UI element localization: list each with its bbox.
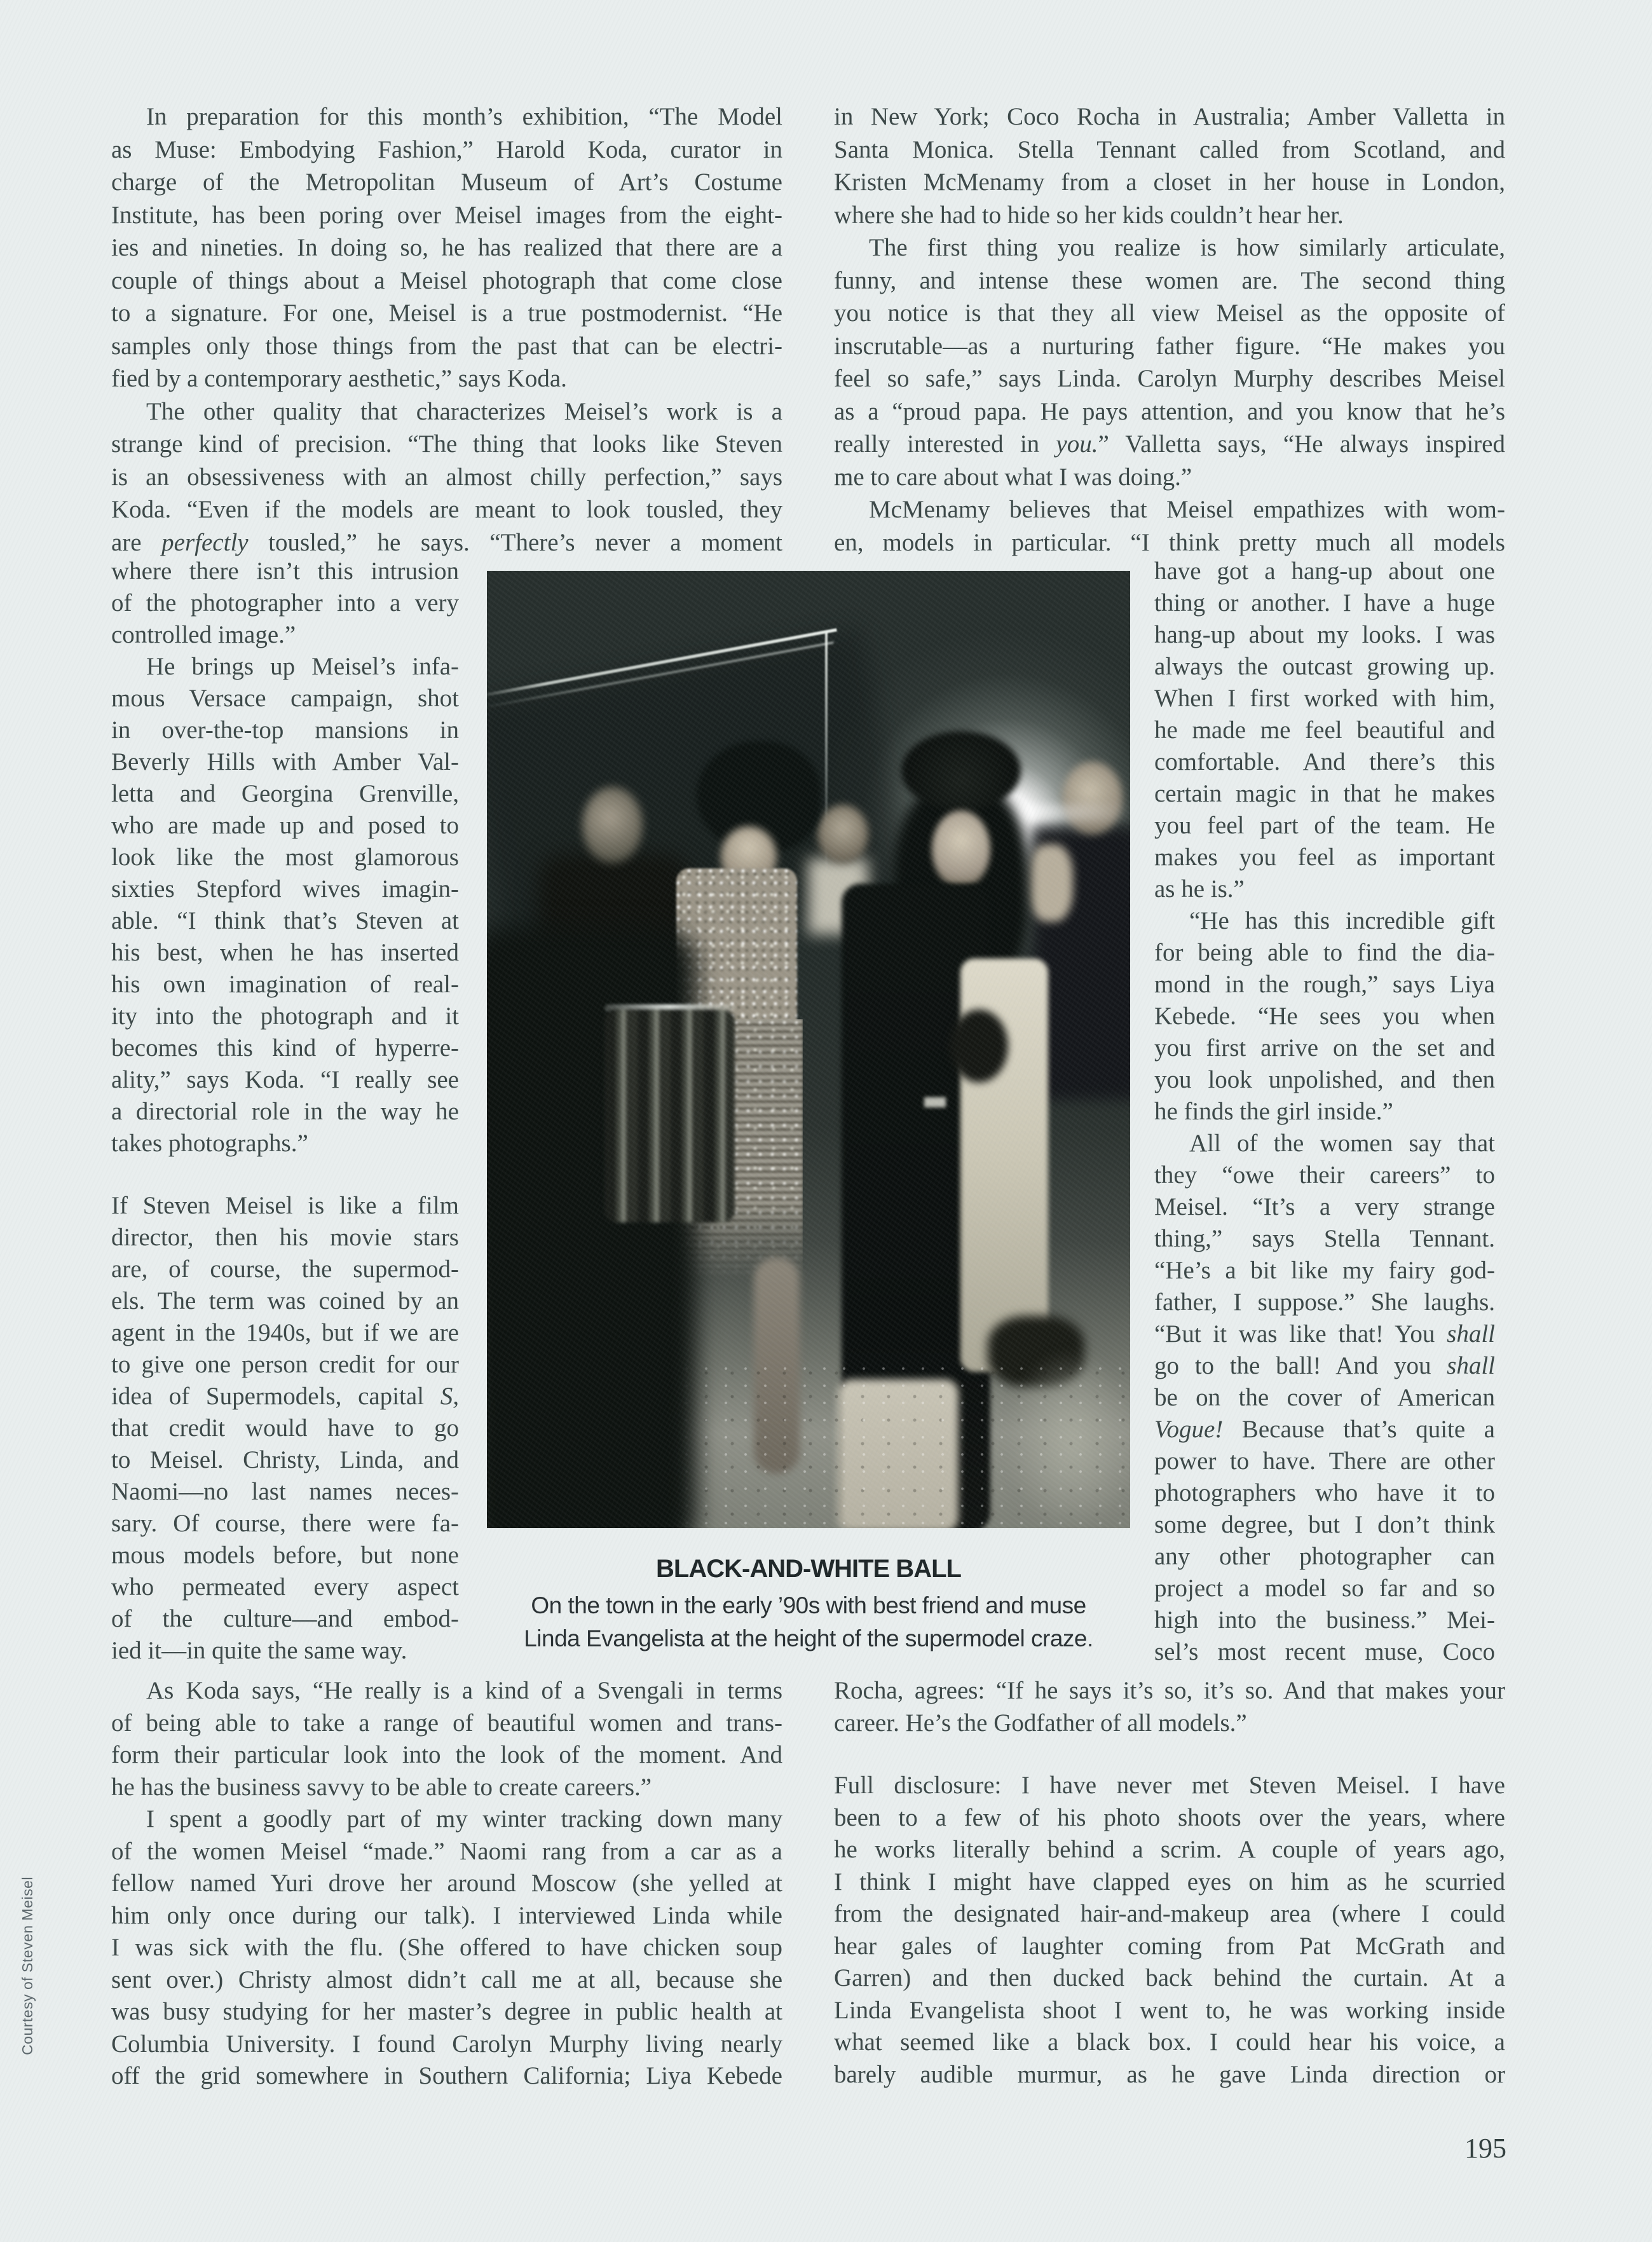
text-line: couple of things about a Meisel photograph that come close	[111, 266, 782, 294]
text-line: All of the women say that	[1189, 1130, 1495, 1157]
text-line: you feel part of the team. He	[1154, 812, 1495, 839]
photo-camera-lens	[604, 1009, 735, 1222]
text-line: feel so safe,” says Linda. Carolyn Murphy describes Meisel	[834, 365, 1505, 392]
photo-linda-hair	[697, 741, 821, 852]
photo-meisel-jacket	[842, 884, 990, 1528]
photo-belt-buckle	[924, 1097, 946, 1107]
text-line: sent over.) Christy almost didn’t call me at all, because she	[111, 1965, 782, 1993]
photo-hand-on-hip	[950, 1009, 1008, 1083]
text-line: of the photographer into a very	[111, 589, 459, 617]
text-line: of the women Meisel “made.” Naomi rang from a car as a	[111, 1837, 782, 1865]
photo-bystander-shirt	[808, 858, 868, 934]
text-line: comfortable. And there’s this	[1154, 748, 1495, 776]
right-column-bottom	[834, 1675, 1505, 2091]
text-line: mous Versace campaign, shot	[111, 685, 459, 712]
text-line: As Koda says, “He really is a kind of a Svengali in terms	[146, 1677, 782, 1704]
text-line: I was sick with the flu. (She offered to have chicken soup	[111, 1934, 782, 1961]
text-line: as he is.”	[1154, 875, 1245, 903]
text-line: mond in the rough,” says Liya	[1154, 971, 1495, 998]
text-line: idea of Supermodels, capital S,	[111, 1383, 459, 1410]
text-line: to Meisel. Christy, Linda, and	[111, 1446, 459, 1473]
text-line: fied by a contemporary aesthetic,” says Koda.	[111, 365, 567, 392]
text-line: The first thing you realize is how similarly articulate,	[869, 234, 1505, 261]
text-line: for being able to find the dia-	[1154, 939, 1495, 966]
text-line: hang-up about my looks. I was	[1154, 621, 1495, 648]
text-line: any other photographer can	[1154, 1543, 1495, 1570]
text-line: Kebede. “He sees you when	[1154, 1002, 1495, 1030]
text-line: director, then his movie stars	[111, 1224, 459, 1251]
left-column-top	[111, 100, 782, 559]
text-line: career. He’s the Godfather of all models.”	[834, 1709, 1247, 1737]
text-line: who are made up and posed to	[111, 812, 459, 839]
text-line: He brings up Meisel’s infa-	[146, 653, 459, 680]
text-line: Vogue! Because that’s quite a	[1154, 1416, 1495, 1443]
right-column-top	[834, 100, 1505, 559]
caption-title: BLACK-AND-WHITE BALL	[656, 1555, 961, 1583]
text-line: strange kind of precision. “The thing that looks like Steven	[111, 430, 782, 458]
text-line: what seemed like a black box. I could hear his voice, a	[834, 2028, 1505, 2056]
text-line: he finds the girl inside.”	[1154, 1098, 1393, 1125]
text-line: When I first worked with him,	[1154, 685, 1495, 712]
text-line: Naomi—no last names neces-	[111, 1478, 459, 1505]
text-line: takes photographs.”	[111, 1130, 308, 1157]
text-line: always the outcast growing up.	[1154, 653, 1495, 680]
left-column-narrow	[111, 556, 459, 1667]
text-line: are, of course, the supermod-	[111, 1255, 459, 1283]
photo-paparazzo-right-hand	[1028, 844, 1073, 922]
text-line: are perfectly tousled,” he says. “There’s never a moment	[111, 528, 782, 556]
text-line: go to the ball! And you shall	[1154, 1352, 1495, 1379]
photo-foreground-shadow	[487, 927, 697, 1528]
text-line: en, models in particular. “I think pretty much all models	[834, 528, 1505, 556]
text-line: been to a few of his photo shoots over the years, where	[834, 1803, 1505, 1831]
text-line: some degree, but I don’t think	[1154, 1511, 1495, 1538]
text-line: Linda Evangelista shoot I went to, he was working inside	[834, 1996, 1505, 2024]
text-line: barely audible murmur, as he gave Linda direction or	[834, 2060, 1505, 2088]
page-number: 195	[1464, 2133, 1506, 2164]
text-line: they “owe their careers” to	[1154, 1161, 1495, 1189]
text-line: “But it was like that! You shall	[1154, 1320, 1495, 1348]
text-line: off the grid somewhere in Southern California; Liya Kebede	[111, 2062, 782, 2089]
text-line: a directorial role in the way he	[111, 1098, 459, 1125]
photo-flash-streak	[976, 805, 1130, 821]
text-line: high into the business.” Mei-	[1154, 1606, 1495, 1634]
paragraph-gap	[834, 1739, 1505, 1770]
text-line: els. The term was coined by an	[111, 1287, 459, 1315]
text-line: in New York; Coco Rocha in Australia; Amber Valletta in	[834, 103, 1505, 130]
photo-linda-leg	[754, 1257, 800, 1473]
text-line: agent in the 1940s, but if we are	[111, 1319, 459, 1346]
text-line: controlled image.”	[111, 621, 296, 648]
photo-paparazzo-left-head	[582, 787, 643, 863]
left-column-bottom	[111, 1675, 782, 2093]
text-line: The other quality that characterizes Meisel’s work is a	[146, 397, 782, 425]
text-line: really interested in you.” Valletta says, “He always inspired	[834, 430, 1505, 458]
text-line: project a model so far and so	[1154, 1575, 1495, 1602]
text-line: be on the cover of American	[1154, 1384, 1495, 1411]
photo-paparazzo-right-body	[1032, 826, 1130, 1100]
text-line: Beverly Hills with Amber Val-	[111, 748, 459, 776]
text-line: who permeated every aspect	[111, 1573, 459, 1601]
text-line: you look unpolished, and then	[1154, 1066, 1495, 1093]
text-line: McMenamy believes that Meisel empathizes with wom-	[869, 496, 1505, 523]
photo-bystander-face	[817, 805, 868, 863]
text-line: Meisel. “It’s a very strange	[1154, 1193, 1495, 1220]
photo-meisel-hair	[894, 781, 1028, 997]
text-line: mous models before, but none	[111, 1541, 459, 1569]
text-line: sary. Of course, there were fa-	[111, 1510, 459, 1537]
photo-sequin-dress-top	[676, 868, 797, 1030]
photo-camera-lens-rim	[604, 1004, 735, 1012]
text-line: letta and Georgina Grenville,	[111, 780, 459, 807]
photo-scrim-vertical	[825, 632, 828, 905]
text-line: I think I might have clapped eyes on him as he scurried	[834, 1868, 1505, 1896]
text-line: Koda. “Even if the models are meant to look tousled, they	[111, 496, 782, 523]
text-line: certain magic in that he makes	[1154, 780, 1495, 807]
text-line: was busy studying for her master’s degree in public health at	[111, 1998, 782, 2025]
text-line: Kristen McMenamy from a closet in her house in London,	[834, 168, 1505, 196]
text-line: Full disclosure: I have never met Steven Meisel. I have	[834, 1772, 1505, 1799]
photo-paparazzo-left-body	[538, 854, 690, 1057]
text-line: Santa Monica. Stella Tennant called from Scotland, and	[834, 135, 1505, 163]
text-line: him only once during our talk). I interviewed Linda while	[111, 1901, 782, 1929]
photo-khaki-pants	[960, 959, 1048, 1372]
text-line: makes you feel as important	[1154, 844, 1495, 871]
photo-panel-shade	[487, 627, 911, 969]
text-line: where she had to hide so her kids couldn’t hear her.	[834, 201, 1344, 229]
text-line: I spent a goodly part of my winter tracking down many	[146, 1805, 782, 1833]
text-line: If Steven Meisel is like a film	[111, 1192, 459, 1219]
photo-caption	[487, 1554, 1130, 1655]
text-line: is an obsessiveness with an almost chilly perfection,” says	[111, 463, 782, 491]
text-line: as Muse: Embodying Fashion,” Harold Koda, curator in	[111, 135, 782, 163]
text-line: In preparation for this month’s exhibition, “The Model	[146, 103, 782, 130]
photo-paparazzo-right-face	[1062, 762, 1123, 835]
text-line: ies and nineties. In doing so, he has realized that there are a	[111, 234, 782, 261]
text-line: thing,” says Stella Tennant.	[1154, 1225, 1495, 1252]
text-line: funny, and intense these women are. The second thing	[834, 266, 1505, 294]
photo-meisel-face	[932, 810, 990, 888]
photo-scrim-edge	[487, 628, 837, 699]
text-line: thing or another. I have a huge	[1154, 589, 1495, 617]
text-line: that credit would have to go	[111, 1414, 459, 1442]
text-line: ality,” says Koda. “I really see	[111, 1066, 459, 1093]
text-line: in over-the-top mansions in	[111, 716, 459, 744]
text-line: as a “proud papa. He pays attention, and you know that he’s	[834, 397, 1505, 425]
text-line: fellow named Yuri drove her around Moscow (she yelled at	[111, 1869, 782, 1897]
text-line: he works literally behind a scrim. A couple of years ago,	[834, 1836, 1505, 1863]
text-line: of the culture—and embod-	[111, 1605, 459, 1632]
text-line: from the designated hair-and-makeup area (where I could	[834, 1900, 1505, 1927]
caption-lines	[487, 1589, 1130, 1655]
text-line: to give one person credit for our	[111, 1351, 459, 1378]
text-line: “He has this incredible gift	[1189, 907, 1495, 934]
text-line: Garren) and then ducked back behind the curtain. At a	[834, 1964, 1505, 1992]
text-line: have got a hang-up about one	[1154, 557, 1495, 585]
text-line: Columbia University. I found Carolyn Murphy living nearly	[111, 2030, 782, 2058]
photo-floor-glow	[1005, 1350, 1130, 1528]
text-line: to a signature. For one, Meisel is a true postmodernist. “He	[111, 299, 782, 327]
photo-sequin-dress-fringe	[672, 1019, 803, 1280]
photo-floor-speckle	[487, 1365, 1130, 1528]
photo-shoe	[988, 1316, 1084, 1387]
text-line: ied it—in quite the same way.	[111, 1637, 407, 1664]
text-line: me to care about what I was doing.”	[834, 463, 1192, 491]
text-line: you first arrive on the set and	[1154, 1034, 1495, 1062]
text-line: becomes this kind of hyperre-	[111, 1034, 459, 1062]
paragraph-gap	[111, 1159, 459, 1190]
photo-meisel-fur-hat	[901, 731, 1021, 810]
caption-line: On the town in the early ’90s with best friend and muse	[531, 1592, 1086, 1618]
photo-credit: Courtesy of Steven Meisel	[19, 1876, 36, 2055]
text-line: able. “I think that’s Steven at	[111, 907, 459, 934]
photo-linda-face	[721, 826, 777, 887]
text-line: father, I suppose.” She laughs.	[1154, 1288, 1495, 1316]
text-line: samples only those things from the past that can be electri-	[111, 332, 782, 360]
text-line: look like the most glamorous	[111, 844, 459, 871]
text-line: he has the business savvy to be able to create careers.”	[111, 1773, 652, 1801]
photo-jeans-bottom	[838, 1379, 959, 1528]
text-line: ity into the photograph and it	[111, 1002, 459, 1030]
text-line: Institute, has been poring over Meisel images from the eight-	[111, 201, 782, 229]
text-line: you notice is that they all view Meisel as the opposite of	[834, 299, 1505, 327]
photo-scrim-edge-2	[487, 641, 834, 710]
text-line: his best, when he has inserted	[111, 939, 459, 966]
text-line: inscrutable—as a nurturing father figure. “He makes you	[834, 332, 1505, 360]
text-line: form their particular look into the look of the moment. And	[111, 1741, 782, 1768]
text-line: photographers who have it to	[1154, 1479, 1495, 1507]
right-column-narrow	[1154, 556, 1495, 1668]
text-line: “He’s a bit like my fairy god-	[1154, 1257, 1495, 1284]
black-and-white-photo	[487, 571, 1130, 1528]
text-line: where there isn’t this intrusion	[111, 557, 459, 585]
text-line: power to have. There are other	[1154, 1447, 1495, 1475]
text-line: sixties Stepford wives imagin-	[111, 875, 459, 903]
text-line: his own imagination of real-	[111, 971, 459, 998]
text-line: he made me feel beautiful and	[1154, 716, 1495, 744]
text-line: of being able to take a range of beautiful women and trans-	[111, 1709, 782, 1737]
text-line: hear gales of laughter coming from Pat McGrath and	[834, 1932, 1505, 1960]
text-line: Rocha, agrees: “If he says it’s so, it’s so. And that makes your	[834, 1677, 1505, 1704]
text-line: sel’s most recent muse, Coco	[1154, 1638, 1495, 1665]
caption-line: Linda Evangelista at the height of the supermodel craze.	[524, 1625, 1093, 1651]
text-line: charge of the Metropolitan Museum of Art’s Costume	[111, 168, 782, 196]
